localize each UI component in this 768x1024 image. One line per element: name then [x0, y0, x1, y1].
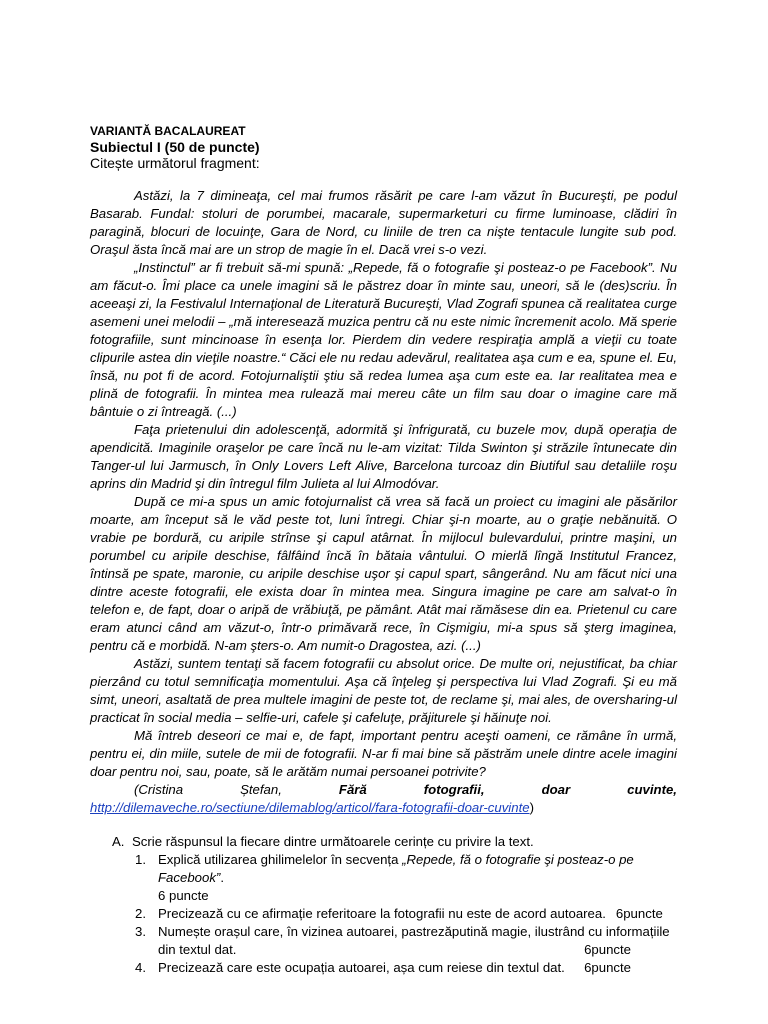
fragment-paragraph: Astăzi, suntem tentaţi să facem fotografii cu absolut orice. De multe ori, nejustificat, ba chiar pierzând cu totul semnificaţia momentului. Aşa că înţeleg şi perspectiva lui Vlad Zografi. Şi eu mă simt, uneori, asaltată de prea multele imagini de peste tot, de reclame şi, mai ales, de oversharing-ul practicat în social media – selfie-uri, cafele şi cafeluţe, prăjiturele şi hăinuţe noi.	[90, 656, 677, 725]
citation-author: Ștefan,	[240, 782, 282, 797]
task-text	[158, 959, 677, 977]
task-points: 6puncte	[584, 960, 631, 975]
task-item	[135, 959, 677, 977]
citation-title-1: Fără	[338, 782, 367, 797]
task-text	[158, 905, 677, 923]
fragment-paragraph: Mă întreb deseori ce mai e, de fapt, important pentru aceşti oameni, ce rămâne în urmă, pentru ei, din miile, sutele de mii de fotografii. N-ar fi mai bine să păstrăm unele dintre acele imagini doar pentru noi, sau, poate, să le arătăm numai persoanei potrivite?	[90, 728, 677, 779]
variant-heading: VARIANTĂ BACALAUREAT	[90, 124, 246, 138]
citation-word-cuvinte: cuvinte,	[627, 782, 677, 797]
document-page	[90, 124, 677, 977]
task-letter: A.	[112, 834, 125, 849]
fragment-paragraph: După ce mi-a spus un amic fotojurnalist că vrea să facă un proiect cu imagini ale păsărilor moarte, am început să le văd peste tot, luni întregi. Chiar şi-n moarte, au o graţie nebănuită. O vrabie pe bordură, cu aripile strînse şi capul atârnat. În mijlocul bulevardului, printre maşini, un porumbel cu aripile deschise, fâlfâind încă în bătaia vântului. O mierlă lîngă Institutul Francez, întinsă pe spate, maronie, cu aripile deschise uşor şi capul spart, sângerând. Nu am făcut nici una dintre aceste fotografii, ele exista doar în mintea mea. Singura imagine pe care am salvat-o în telefon e, de fapt, doar o aripă de vrăbiuţă, pe pământ. Atât mai rămăsese din ea. Prietenul cu care eram atunci când am văzut-o, într-o primăvară rece, în Cişmigiu, mi-a spus să şterg imaginea, pentru că e morbidă. N-am şters-o. Am numit-o Dragostea, azi. (...)	[90, 494, 677, 653]
task-points: 6 puncte	[158, 888, 209, 903]
literary-fragment	[90, 187, 677, 817]
task-intro: Scrie răspunsul la fiecare dintre următoarele cerințe cu privire la text.	[132, 834, 534, 849]
task-number: 1.	[135, 852, 146, 867]
task-quote: „Repede, fă o fotografie şi posteaz-o pe Facebook”	[158, 852, 634, 885]
task-text-main: Explică utilizarea ghilimelelor în secvența	[158, 852, 403, 867]
citation-title-2: fotografii,	[423, 782, 485, 797]
intro-text: Citește următorul fragment:	[90, 155, 260, 171]
task-points: 6puncte	[584, 942, 631, 957]
task-item	[135, 905, 677, 923]
task-points: 6puncte	[615, 906, 663, 921]
task-text-after: .	[220, 870, 224, 885]
fragment-paragraph: Astăzi, la 7 dimineaţa, cel mai frumos răsărit pe care l-am văzut în Bucureşti, pe podul Basarab. Fundal: stoluri de porumbei, macarale, supermarketuri cu firme luminoase, clădiri în paragină, blocuri de locuinţe, Gara de Nord, cu liniile de tren ca nişte tentacule lungite sub pod. Oraşul ăsta încă mai are un strop de magie în el. Dacă vrei s-o vezi.	[90, 188, 677, 257]
task-number: 4.	[135, 960, 146, 975]
task-number: 3.	[135, 924, 146, 939]
task-list	[90, 851, 677, 977]
citation-open: (Cristina	[134, 782, 184, 797]
citation-word-doar: doar	[541, 782, 571, 797]
fragment-paragraph: Faţa prietenului din adolescenţă, adormită şi înfrigurată, cu buzele mov, după operaţia de apendicită. Imaginile oraşelor pe care încă nu le-am vizitat: Tilda Swinton şi străzile întunecate din Tanger-ul lui Jarmusch, în Only Lovers Left Alive, Barcelona turcoaz din Biutiful sau detaliile roşu aprins din Madrid şi din întregul film Julieta al lui Almodóvar.	[90, 422, 677, 491]
task-text-main: Numește orașul care, în vizinea autoarei, pastrezăputină magie, ilustrând cu informațiile din textul dat.	[158, 924, 670, 957]
task-number: 2.	[135, 906, 146, 921]
task-a	[90, 833, 677, 851]
tasks-section	[90, 833, 677, 977]
task-text	[158, 851, 677, 905]
source-link[interactable]: http://dilemaveche.ro/sectiune/dilemablog/articol/fara-fotografii-doar-cuvinte	[90, 800, 530, 815]
citation-close: )	[529, 800, 534, 815]
task-item	[135, 851, 677, 905]
task-text	[158, 923, 677, 959]
task-text-main: Precizează care este ocupația autoarei, așa cum reiese din textul dat.	[158, 960, 565, 975]
citation-source	[90, 799, 677, 817]
task-text-main: Precizează cu ce afirmație referitoare la fotografii nu este de acord autoarea.	[158, 906, 606, 921]
fragment-paragraph: „Instinctul” ar fi trebuit să-mi spună: „Repede, fă o fotografie şi posteaz-o pe Facebook”. Nu am făcut-o. Îmi place ca unele imagini să le păstrez doar în minte sau, uneori, să le (des)scriu. În aceeaşi zi, la Festivalul Internaţional de Literatură Bucureşti, Vlad Zografi spunea că realitatea curge asemeni unei melodii – „mă interesează muzica pentru că nu este nimic încremenit acolo. Mă sperie fotografiile, sunt mincinoase în esenţa lor. Pierdem din vedere respiraţia amplă a vieţii cu toate clipurile astea din vieţile noastre.“ Căci ele nu redau adevărul, realitatea aşa cum e ea, spune el. Eu, însă, nu pot fi de acord. Fotojurnaliştii ştiu să redea lumea aşa cum este ea. Iar realitatea mea e plină de fotografii. În mintea mea rulează mai mereu câte un film sau doar o imagine care mă bântuie o zi întreagă. (...)	[90, 260, 677, 419]
task-item	[135, 923, 677, 959]
subject-heading: Subiectul I (50 de puncte)	[90, 139, 260, 155]
citation-line	[90, 781, 677, 799]
